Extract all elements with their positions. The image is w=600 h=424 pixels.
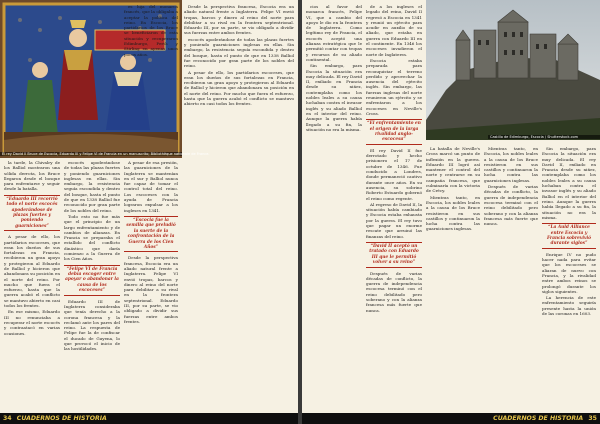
paragraph: En ese mismo, Eduardo III no renunciaba a recuperar el norte escocés y contraatacó en varias ocasiones. bbox=[4, 309, 60, 336]
pull-quote: “La Auld Alliance entre Escocia y Francia sobrevivió durante siglos” bbox=[542, 223, 596, 249]
paragraph: La batalla de Neville's Cross marcó un punto de inflexión en la guerra. Eduardo III logró así mantener el control del norte y centrarse en su campaña francesa, que culminaría con la victoria de Crécy. bbox=[426, 146, 480, 194]
right-column-3 bbox=[426, 146, 480, 410]
right-column-5 bbox=[542, 146, 596, 410]
pull-quote: “Felipe VI de Francia debía escoger entre apoyar o abandonar la causa de los escoceses” bbox=[64, 265, 120, 296]
paragraph: A pesar de esa presión, las guarniciones de la Inglaterra se mantenían en el sur y Balliol nunca fue capaz de tomar el control total del reino. Los escoceses con la ayuda de Francia lograron expulsar a los ingleses en 1341. bbox=[124, 160, 178, 213]
paragraph: la tarde, la Chivalry de los Balliol mostraron una sólida derrota, los Bruce llegaron desde el bosque para enfrentarse y seguir desde la batalla. bbox=[4, 160, 60, 192]
left-page bbox=[0, 0, 298, 424]
paragraph: Desde la perspectiva francesa, Escocia era un aliado natural frente a Inglaterra. Felipe VI envió tropas, barcos y dinero al reino del norte para debilitar a su rival en la frontera septentrional. Eduardo III, por su parte, se vio obligado a dividir sus fuerzas entre ambos frentes. bbox=[124, 255, 178, 324]
left-column-2 bbox=[64, 160, 120, 410]
image-caption: El rey David II Bruce de Escocia, Eduardo III y Felipe VI de Francia en un manuscrito; Bibliothèque nationale de France. bbox=[2, 152, 210, 156]
paragraph: Al regreso de David II, la situación había cambiado y Escocia estaba exhausta por la guerra. El rey tuvo que pagar un enorme rescate que arruinó las finanzas del reino. bbox=[366, 201, 423, 239]
left-column-4 bbox=[184, 4, 294, 410]
paragraph: Sin embargo, para Escocia la situación era muy delicada. El rey David II, exiliado en Francia desde su niñez, contemplaba como los nobles leales a su causa luchaban contra el invasor inglés y su aliado Balliol en el interior del reino. Aunque la guerra había llegado a su fin, la situación no era la misma. bbox=[542, 146, 596, 220]
right-footer bbox=[302, 413, 600, 424]
paragraph: Sin embargo, para Escocia la situación era muy delicada. El rey David II, exiliado en Francia desde su niñez, contemplaba como los nobles leales a su causa luchaban contra el invasor inglés y su aliado Balliol en el interior del reino. Aunque la guerra había llegado a su fin, la situación no era la misma. bbox=[306, 63, 362, 132]
magazine-title: CUADERNOS DE HISTORIA bbox=[16, 415, 107, 422]
castle-image bbox=[426, 0, 600, 140]
paragraph: Mientras tanto, en Escocia, los nobles leales a la causa de los Bruce resistieron en sus castillos y continuaron la lucha contra las guarniciones inglesas. bbox=[484, 146, 538, 183]
pull-quote: “Escocia fue la semilla que preludió la suerte de la confrontación de la Guerra de los Cien Años” bbox=[124, 216, 178, 252]
left-column-3b bbox=[124, 160, 178, 410]
castle-photo bbox=[426, 0, 600, 140]
page-number: 34 bbox=[3, 415, 12, 422]
right-column-4 bbox=[484, 146, 538, 410]
paragraph: Mientras tanto, en Escocia, los nobles leales a la causa de los Bruce resistieron en sus castillos y continuaron la lucha contra las guarniciones inglesas. bbox=[426, 194, 480, 232]
image-caption: Castillo de Edimburgo, Escocia / Shutterstock.com bbox=[488, 135, 600, 139]
pull-quote: “David II aceptó un tratado con Eduardo III que le permitió volver a su reino” bbox=[366, 242, 422, 268]
paragraph: cios al favor del monarca francés, Felipe VI, que a cambio del apoyo le dio en la frontera de Inglaterra. Como legítimo rey de Francia, el escocés aceptó una alianza estratégica que le permitió contar con tropas y recursos de su aliado continental. bbox=[306, 4, 362, 62]
left-column-1 bbox=[4, 160, 60, 410]
right-column-2 bbox=[366, 4, 422, 410]
paragraph: A pesar de ello, los partidarios escoceses, que eran los dueños de sus fortalezas en Francia, recibieron un gran apoyo y protegieron al Eduardo de Balliol y hicieron que abandonara su posición en el norte del reino. Por mucho que fuera el esfuerzo, hasta que la guerra acabó el conflicto se mantuvo abierto en casi todos los frentes. bbox=[184, 69, 294, 107]
pull-quote: “El enfrentamiento en el origen de la larga rivalidad anglo-escocesa” bbox=[366, 119, 422, 145]
paragraph: de a los ingleses el legado del reino, David II regresó a Escocia en 1341 y reunió un ejército para acudir en auxilio de su aliado, que estaba en guerra con Eduardo III en el continente. En 1346 los escoceses invadieron el norte de Inglaterra. bbox=[366, 4, 422, 57]
right-column-1 bbox=[306, 4, 362, 410]
paragraph: Escocia estaba preparada para reconquistar el terreno perdido y aprovechar la ausencia del ejército inglés. Sin embargo, las fuerzas inglesas del norte reunieron un ejército y se enfrentaron a los escoceses en Neville's Cross. bbox=[366, 57, 422, 116]
pull-quote: “Eduardo III recorrió todo el norte escocés apoderándose de plazas fuertes y poniendo guarniciones” bbox=[4, 195, 60, 231]
paragraph: Todo esto no fue más que el principio de un largo enfrentamiento y de cambios de alianzas. En Francia se preparaba el estallido del conflicto dinástico que daría comienzo a la Guerra de los Cien Años. bbox=[64, 213, 120, 262]
paragraph: Enrique IV no pudo hacer nada para evitar que los escoceses se aliaran de nuevo con Francia, y la rivalidad entre ambos reinos se prolongó durante los siglos siguientes. bbox=[542, 251, 596, 294]
paragraph: A pesar de ello, los partidarios escoceses, que eran los dueños de sus fortalezas en Francia, recibieron un gran apoyo y protegieron al Eduardo de Balliol y hicieron que abandonara su posición en el norte del reino. Por mucho que fuera el esfuerzo, hasta que la guerra acabó el conflicto se mantuvo abierto en casi todos los frentes. bbox=[4, 234, 60, 309]
paragraph: La herencia de este enfrentamiento seguiría presente hasta la unión de las coronas en 1603. bbox=[542, 295, 596, 317]
paragraph: Después de varias décadas de conflicto, la guerra de independencia escocesa terminó con el reino debilitado pero soberano y con la alianza francesa más fuerte que nunca. bbox=[366, 270, 422, 313]
left-footer bbox=[0, 413, 298, 424]
paragraph: escocés apoderándose de todas las plazas fuertes y poniendo guarniciones inglesas en ellas. Sin embargo, la resistencia seguía escondida y dentro del bosque, hasta el punto de que en 1338 Balliol fue reconocido por gran parte de los nobles del reino. bbox=[64, 160, 120, 213]
paragraph: Desde la perspectiva francesa, Escocia era un aliado natural frente a Inglaterra. Felipe VI envió tropas, barcos y dinero al reino del norte para debilitar a su rival en la frontera septentrional. Eduardo III, por su parte, se vio obligado a dividir sus fuerzas entre ambos frentes. bbox=[184, 4, 294, 36]
paragraph: es hija del monarca francés, que la obligaba a aceptar la política del reino. En Escocia, los partidarios de los Bruce se beneficiaron de esta situación y recuperaron Edimburgo, Perth y Stirling en apenas unos pocos años. bbox=[124, 4, 178, 57]
paragraph: Eduardo III de Inglaterra consideraba que tenía derecho a la corona francesa y la reclamó ante los pares del reino. La respuesta de Felipe fue la de confiscar el ducado de Guyena, lo que provocó el inicio de las hostilidades. bbox=[64, 298, 120, 352]
paragraph: El rey David II fue derrotado y hecho prisionero el 17 de octubre de 1346. Fue conducido a Londres, donde permaneció cautivo durante once años. En su ausencia, su sobrino Roberto Estuardo gobernó el reino como regente. bbox=[366, 147, 422, 201]
right-page bbox=[302, 0, 600, 424]
paragraph: escocés apoderándose de todas las plazas fuertes y poniendo guarniciones inglesas en ellas. Sin embargo, la resistencia seguía escondida y dentro del bosque, hasta el punto de que en 1338 Balliol fue reconocido por gran parte de los nobles del reino. bbox=[184, 36, 294, 69]
left-column-3 bbox=[124, 4, 178, 150]
magazine-title: CUADERNOS DE HISTORIA bbox=[493, 415, 584, 422]
page-number: 35 bbox=[588, 415, 597, 422]
paragraph: Después de varias décadas de conflicto, la guerra de independencia escocesa terminó con el reino debilitado pero soberano y con la alianza francesa más fuerte que nunca. bbox=[484, 184, 538, 227]
